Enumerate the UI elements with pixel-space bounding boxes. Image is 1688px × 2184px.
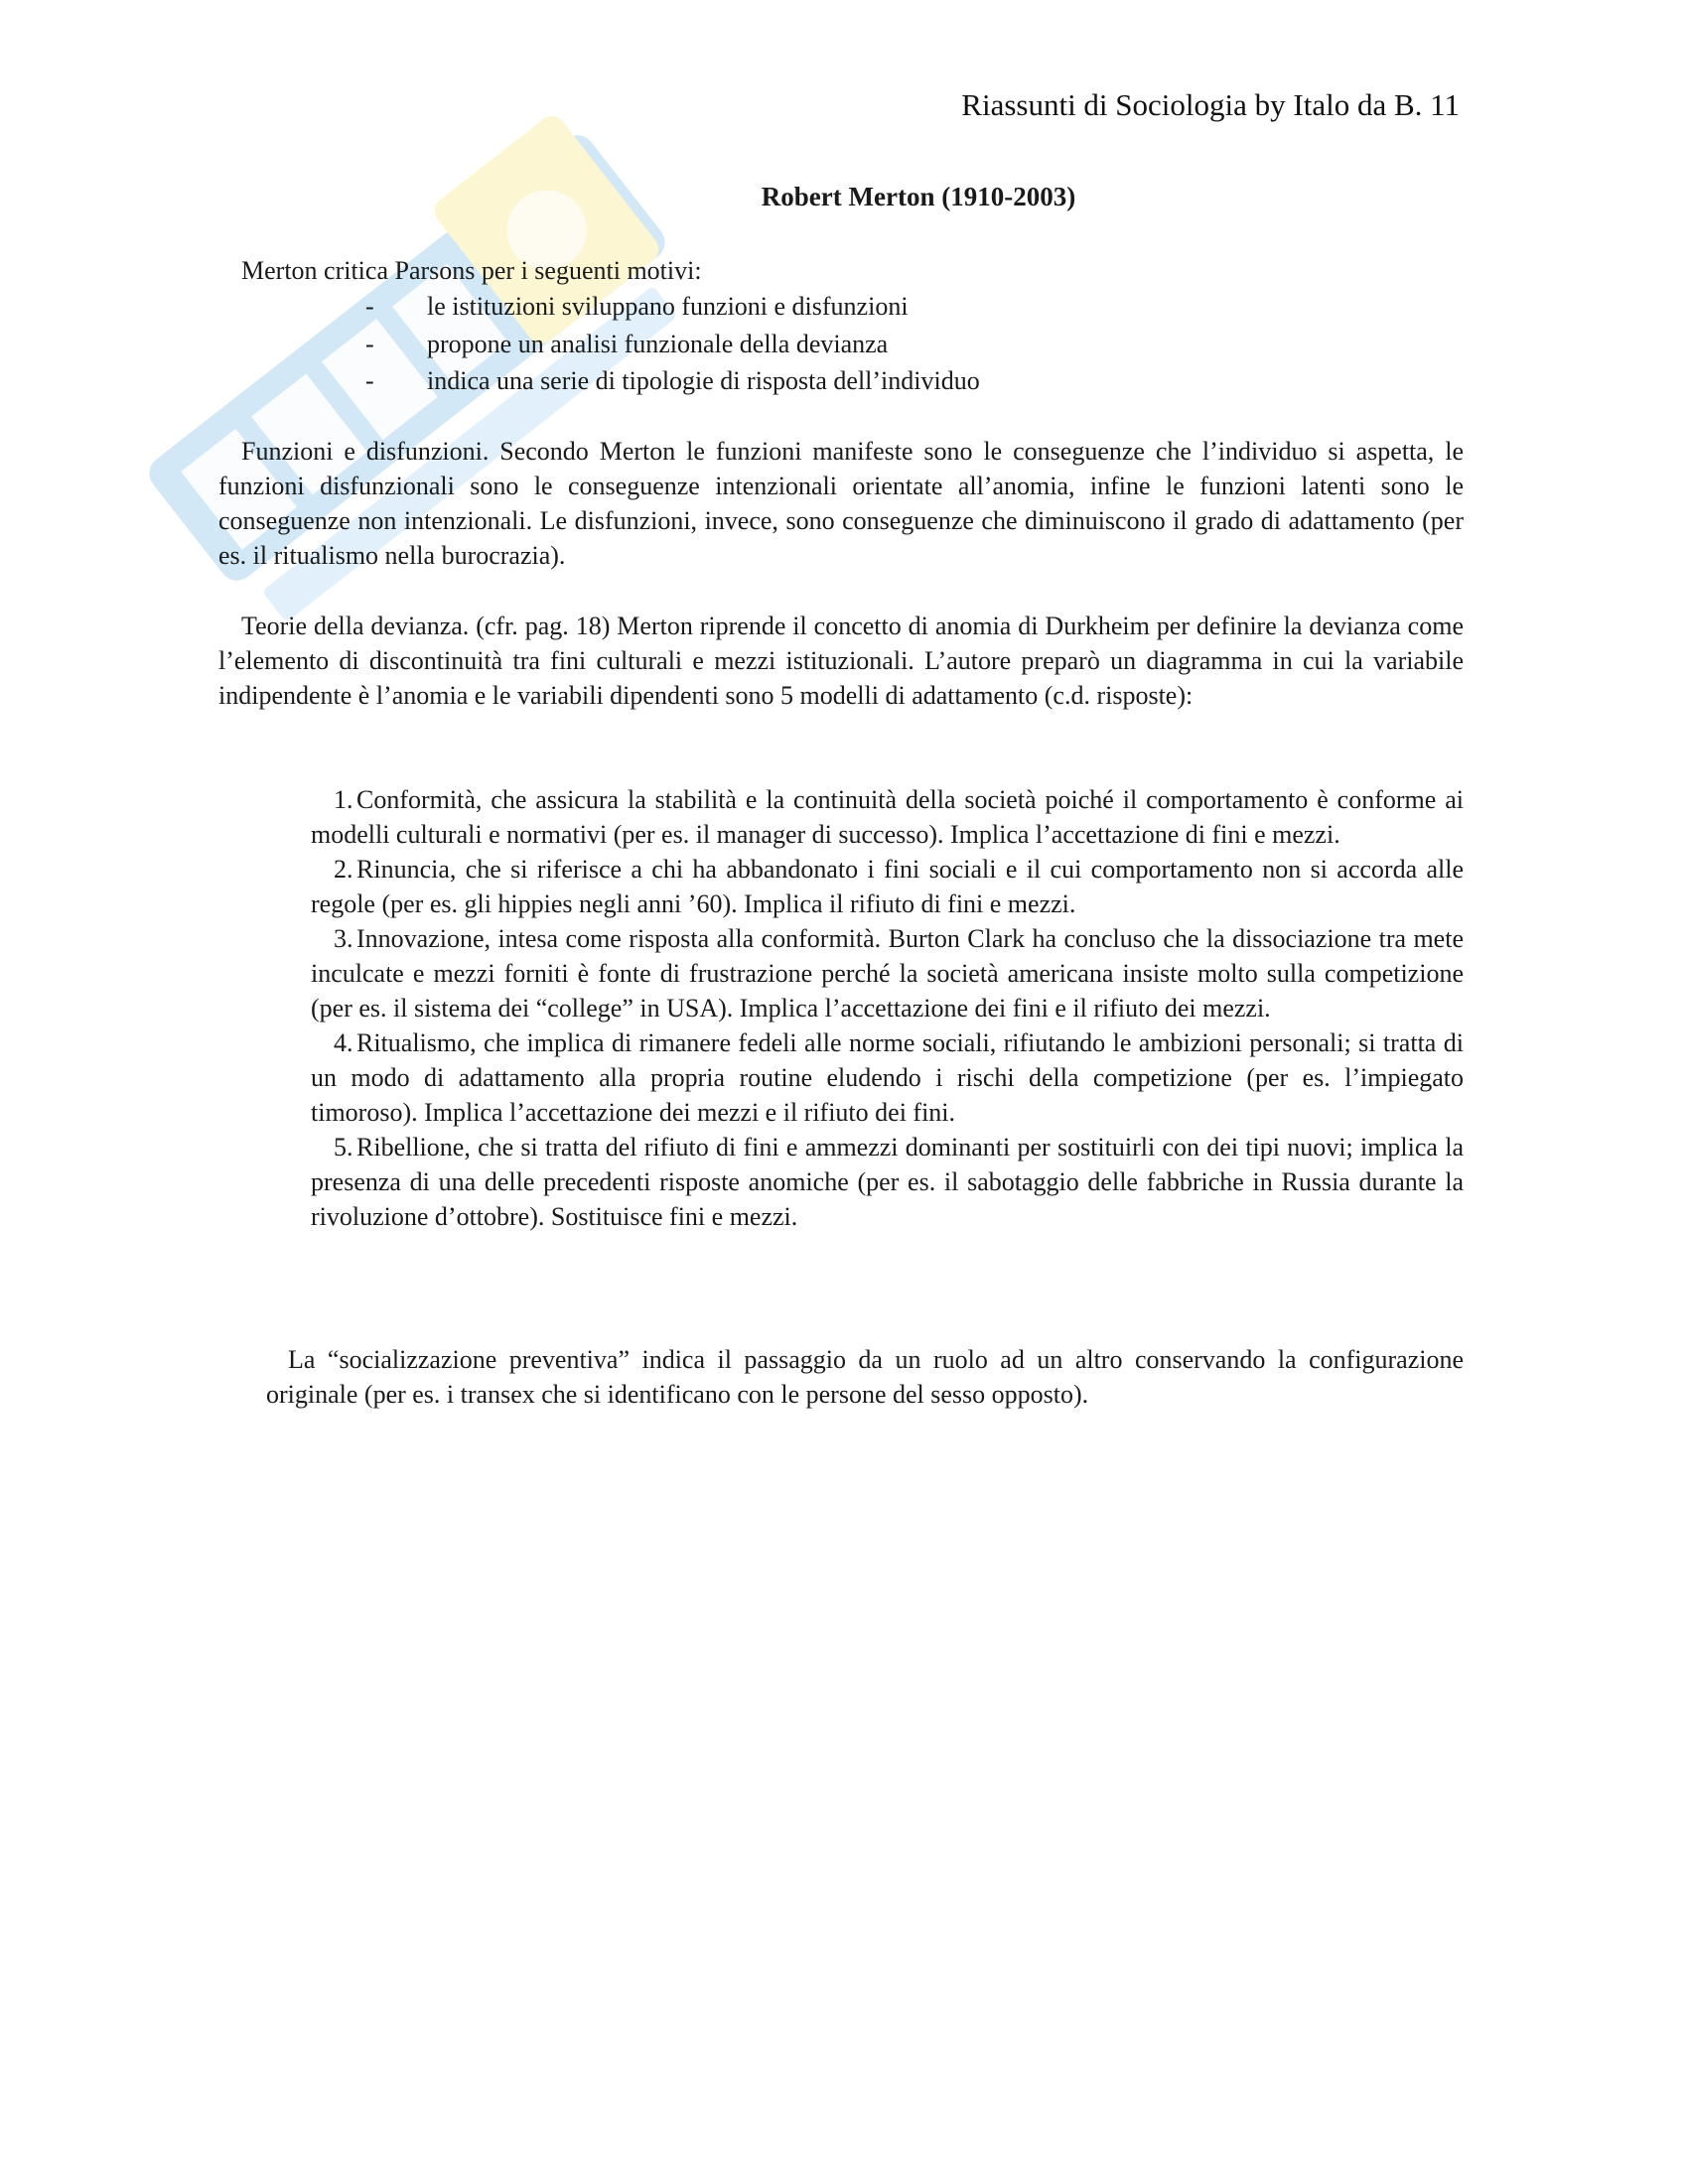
adaptation-models-list [311, 782, 1464, 1234]
paragraph-functions: Funzioni e disfunzioni. Secondo Merton le funzioni manifeste sono le conseguenze che l’individuo si aspetta, le funzioni disfunzionali sono le conseguenze intenzionali orientate all’anomia, infine le funzioni latenti sono le conseguenze non intenzionali. Le disfunzioni, invece, sono conseguenze che diminuiscono il grado di adattamento (per es. il ritualismo nella burocrazia). [218, 437, 1464, 570]
list-item [365, 326, 980, 363]
list-number: 1. [334, 785, 353, 814]
list-item-text: le istituzioni sviluppano funzioni e disfunzioni [427, 292, 909, 321]
list-item-text: propone un analisi funzionale della devianza [427, 329, 889, 358]
list-item [311, 782, 1464, 852]
list-item-text: Ritualismo, che implica di rimanere fedeli alle norme sociali, rifiutando le ambizioni personali; si tratta di un modo di adattamento alla propria routine eludendo i rischi della competizione (per es. l’impiegato timoroso). Implica l’accettazione dei mezzi e il rifiuto dei fini. [311, 1028, 1464, 1127]
list-number: 4. [334, 1028, 353, 1057]
list-number: 2. [334, 855, 353, 884]
document-title: Robert Merton (1910-2003) [761, 182, 1076, 211]
list-item [311, 921, 1464, 1025]
list-number: 3. [334, 924, 353, 953]
list-item [311, 1025, 1464, 1130]
list-item-text: indica una serie di tipologie di risposta dell’individuo [427, 366, 980, 395]
list-number: 5. [334, 1133, 353, 1161]
paragraph-socialization: La “socializzazione preventiva” indica il passaggio da un ruolo ad un altro conservando la configurazione originale (per es. i transex che si identificano con le persone del sesso opposto). [266, 1345, 1464, 1409]
list-item-text: Ribellione, che si tratta del rifiuto di fini e ammezzi dominanti per sostituirli con dei tipi nuovi; implica la presenza di una delle precedenti risposte anomiche (per es. il sabotaggio delle fabbriche in Russia durante la rivoluzione d’ottobre). Sostituisce fini e mezzi. [311, 1133, 1464, 1231]
list-item-text: Conformità, che assicura la stabilità e la continuità della società poiché il comportamento è conforme ai modelli culturali e normativi (per es. il manager di successo). Implica l’accettazione di fini e mezzi. [311, 785, 1464, 849]
list-item-text: Rinuncia, che si riferisce a chi ha abbandonato i fini sociali e il cui comportamento non si accorda alle regole (per es. gli hippies negli anni ’60). Implica il rifiuto di fini e mezzi. [311, 855, 1464, 918]
intro-line: Merton critica Parsons per i seguenti motivi: [241, 256, 702, 285]
bullet-dash: - [365, 329, 374, 358]
bullet-dash: - [365, 292, 374, 321]
list-item-text: Innovazione, intesa come risposta alla conformità. Burton Clark ha concluso che la dissociazione tra mete inculcate e mezzi forniti è fonte di frustrazione perché la società americana insiste molto sulla competizione (per es. il sistema dei “college” in USA). Implica l’accettazione dei fini e il rifiuto dei mezzi. [311, 924, 1464, 1023]
criticism-list [365, 288, 980, 400]
running-head: Riassunti di Sociologia by Italo da B. 11 [961, 87, 1460, 122]
list-item [365, 362, 980, 400]
list-item [311, 1130, 1464, 1234]
list-item [311, 852, 1464, 921]
bullet-dash: - [365, 366, 374, 395]
paragraph-deviance: Teorie della devianza. (cfr. pag. 18) Merton riprende il concetto di anomia di Durkheim per definire la devianza come l’elemento di discontinuità tra fini culturali e mezzi istituzionali. L’autore preparò un diagramma in cui la variabile indipendente è l’anomia e le variabili dipendenti sono 5 modelli di adattamento (c.d. risposte): [218, 612, 1464, 710]
list-item [365, 288, 980, 326]
